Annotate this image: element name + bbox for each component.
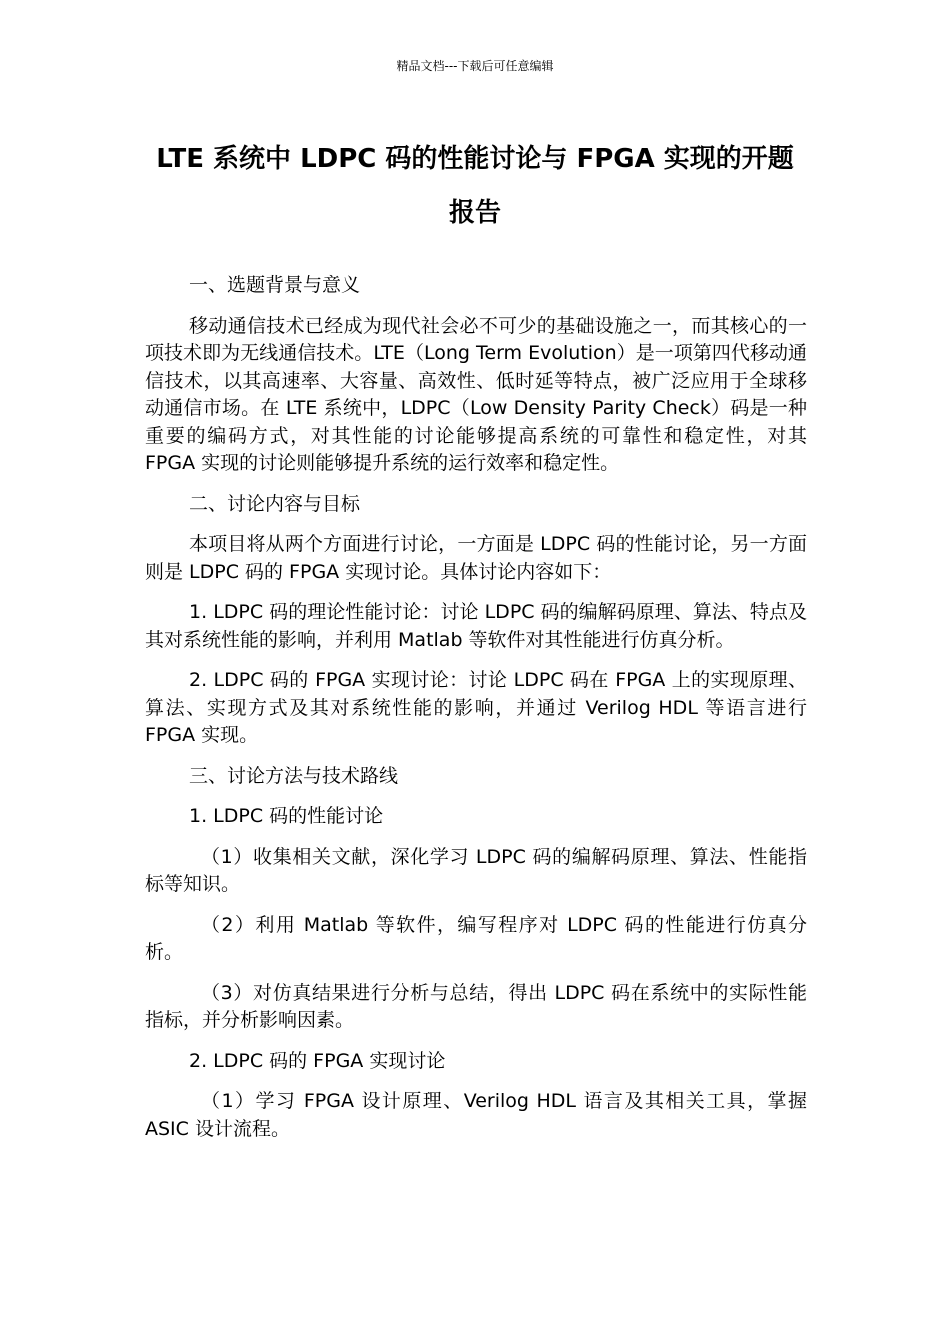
section-heading-methods: 三、讨论方法与技术路线 (189, 764, 399, 787)
section-heading-content-goals: 二、讨论内容与目标 (189, 492, 361, 515)
header-note: 精品文档---下载后可任意编辑 (396, 59, 554, 73)
paragraph-item-fpga: 2. LDPC 码的 FPGA 实现讨论：讨论 LDPC 码在 FPGA 上的实现原理、算法、实现方式及其对系统性能的影响，并通过 Verilog HDL 等语言进行 FPGA 实现。 (145, 669, 807, 746)
paragraph-step-2: （2）利用 Matlab 等软件，编写程序对 LDPC 码的性能进行仿真分析。 (145, 913, 807, 963)
section-heading-background: 一、选题背景与意义 (189, 274, 361, 296)
subheading-fpga: 2. LDPC 码的 FPGA 实现讨论 (189, 1049, 446, 1072)
document-title: LTE 系统中 LDPC 码的性能讨论与 FPGA 实现的开题报告 (156, 144, 794, 228)
paragraph-step-3: （3）对仿真结果进行分析与总结，得出 LDPC 码在系统中的实际性能指标，并分析影响因素。 (145, 981, 807, 1031)
paragraph-item-theory: 1. LDPC 码的理论性能讨论：讨论 LDPC 码的编解码原理、算法、特点及其对系统性能的影响，并利用 Matlab 等软件对其性能进行仿真分析。 (145, 601, 807, 651)
paragraph-background: 移动通信技术已经成为现代社会必不可少的基础设施之一，而其核心的一项技术即为无线通信技术。LTE（Long Term Evolution）是一项第四代移动通信技术，以其高速率、大容量、高效性、低时延等特点，被广泛应用于全球移动通信市场。在 LTE 系统中，LDPC（Low Density Parity Check）码是一种重要的编码方式，对其性能的讨论能够提高系统的可靠性和稳定性，对其 FPGA 实现的讨论则能够提升系统的运行效率和稳定性。 (145, 314, 807, 474)
subheading-performance: 1. LDPC 码的性能讨论 (189, 805, 384, 827)
paragraph-fpga-step-1: （1）学习 FPGA 设计原理、Verilog HDL 语言及其相关工具，掌握 ASIC 设计流程。 (145, 1090, 807, 1140)
paragraph-step-1: （1）收集相关文献，深化学习 LDPC 码的编解码原理、算法、性能指标等知识。 (145, 845, 807, 895)
paragraph-content-intro: 本项目将从两个方面进行讨论，一方面是 LDPC 码的性能讨论，另一方面则是 LDPC 码的 FPGA 实现讨论。具体讨论内容如下： (145, 533, 807, 583)
document-body (145, 272, 807, 1156)
